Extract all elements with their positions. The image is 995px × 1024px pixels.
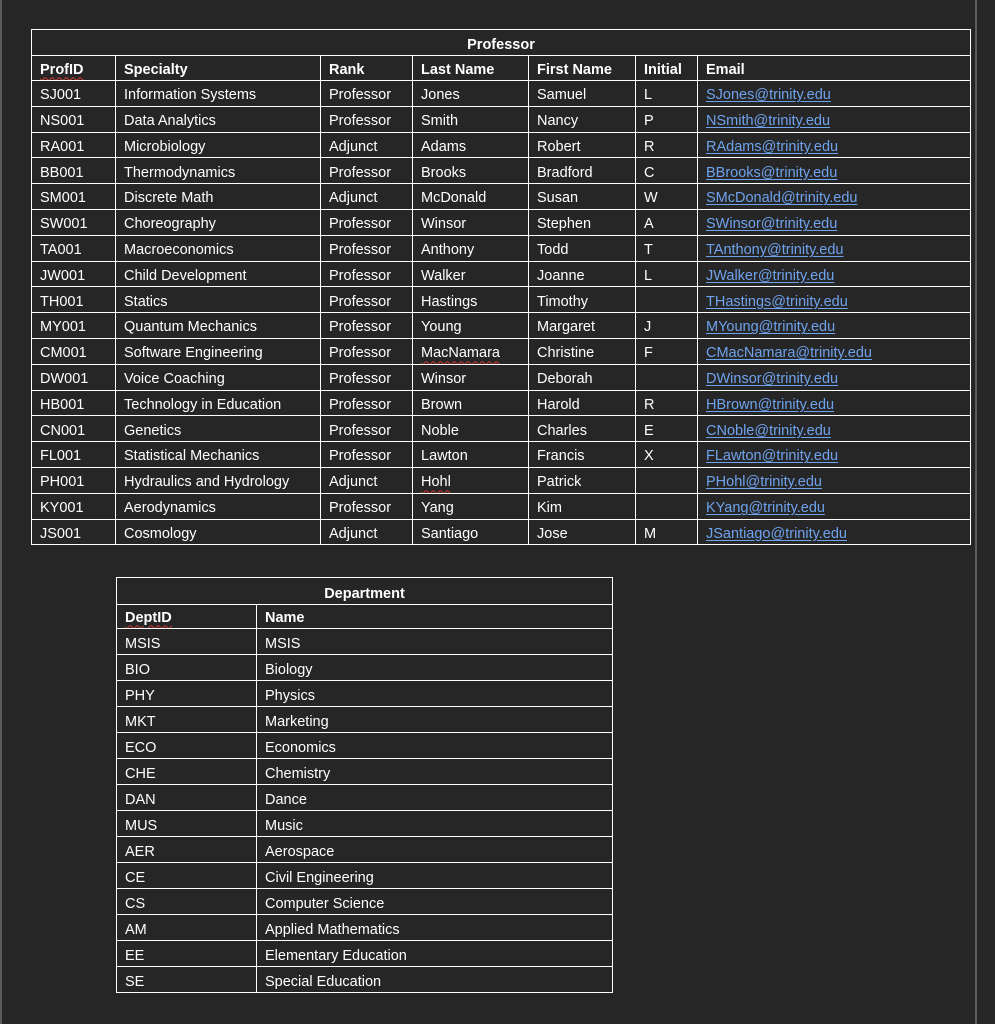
department-table <box>116 577 613 993</box>
cell-initial: R <box>636 390 698 416</box>
cell-first-name: Nancy <box>529 106 636 132</box>
cell-specialty: Thermodynamics <box>116 158 321 184</box>
cell-name: Applied Mathematics <box>257 915 613 941</box>
page-edge-left <box>0 0 2 1024</box>
cell-profid: PH001 <box>32 467 116 493</box>
cell-first-name: Charles <box>529 416 636 442</box>
column-header-specialty: Specialty <box>116 56 321 81</box>
cell-last-name: Jones <box>413 81 529 107</box>
cell-name: Civil Engineering <box>257 863 613 889</box>
cell-last-name: Brooks <box>413 158 529 184</box>
cell-email <box>698 416 971 442</box>
professor-header-row <box>32 56 971 81</box>
table-row <box>117 889 613 915</box>
cell-initial: F <box>636 338 698 364</box>
cell-last-name: Santiago <box>413 519 529 545</box>
cell-rank: Professor <box>321 364 413 390</box>
cell-email <box>698 313 971 339</box>
cell-specialty: Quantum Mechanics <box>116 313 321 339</box>
cell-last-name: Walker <box>413 261 529 287</box>
column-header-deptid: DeptID <box>117 605 257 629</box>
cell-rank: Professor <box>321 106 413 132</box>
cell-specialty: Voice Coaching <box>116 364 321 390</box>
cell-specialty: Discrete Math <box>116 184 321 210</box>
cell-profid: RA001 <box>32 132 116 158</box>
table-row <box>117 915 613 941</box>
cell-last-name: Yang <box>413 493 529 519</box>
cell-deptid: CS <box>117 889 257 915</box>
cell-profid: BB001 <box>32 158 116 184</box>
column-header-initial: Initial <box>636 56 698 81</box>
table-row <box>117 655 613 681</box>
cell-name: Special Education <box>257 967 613 993</box>
table-row <box>32 313 971 339</box>
cell-rank: Professor <box>321 235 413 261</box>
table-row <box>117 837 613 863</box>
cell-specialty: Microbiology <box>116 132 321 158</box>
cell-rank: Professor <box>321 493 413 519</box>
email-link[interactable]: KYang@trinity.edu <box>706 500 825 517</box>
cell-specialty: Hydraulics and Hydrology <box>116 467 321 493</box>
cell-profid: SJ001 <box>32 81 116 107</box>
cell-first-name: Francis <box>529 442 636 468</box>
cell-rank: Professor <box>321 416 413 442</box>
cell-last-name: Brown <box>413 390 529 416</box>
cell-deptid: SE <box>117 967 257 993</box>
cell-deptid: DAN <box>117 785 257 811</box>
cell-profid: NS001 <box>32 106 116 132</box>
cell-deptid: MUS <box>117 811 257 837</box>
email-link[interactable]: JWalker@trinity.edu <box>706 267 835 284</box>
cell-specialty: Child Development <box>116 261 321 287</box>
table-row <box>117 733 613 759</box>
table-row <box>32 364 971 390</box>
cell-email <box>698 158 971 184</box>
cell-deptid: BIO <box>117 655 257 681</box>
cell-deptid: AM <box>117 915 257 941</box>
cell-specialty: Statistical Mechanics <box>116 442 321 468</box>
cell-name: Physics <box>257 681 613 707</box>
table-row <box>32 158 971 184</box>
cell-email <box>698 106 971 132</box>
cell-rank: Professor <box>321 338 413 364</box>
table-row <box>32 184 971 210</box>
cell-initial <box>636 467 698 493</box>
cell-initial: X <box>636 442 698 468</box>
cell-rank: Professor <box>321 287 413 313</box>
cell-specialty: Information Systems <box>116 81 321 107</box>
email-link[interactable]: BBrooks@trinity.edu <box>706 164 838 181</box>
cell-deptid: MKT <box>117 707 257 733</box>
cell-specialty: Choreography <box>116 209 321 235</box>
cell-specialty: Software Engineering <box>116 338 321 364</box>
cell-initial <box>636 493 698 519</box>
cell-last-name: Smith <box>413 106 529 132</box>
cell-deptid: CHE <box>117 759 257 785</box>
cell-rank: Professor <box>321 158 413 184</box>
cell-name: Elementary Education <box>257 941 613 967</box>
cell-email <box>698 364 971 390</box>
cell-first-name: Jose <box>529 519 636 545</box>
email-link[interactable]: JSantiago@trinity.edu <box>706 525 847 542</box>
cell-rank: Professor <box>321 390 413 416</box>
email-link[interactable]: CMacNamara@trinity.edu <box>706 345 872 362</box>
cell-name: Marketing <box>257 707 613 733</box>
cell-name: Computer Science <box>257 889 613 915</box>
cell-profid: CN001 <box>32 416 116 442</box>
cell-last-name: Young <box>413 313 529 339</box>
email-link[interactable]: PHohl@trinity.edu <box>706 474 822 491</box>
cell-specialty: Macroeconomics <box>116 235 321 261</box>
department-table-title: Department <box>117 578 613 605</box>
table-row <box>32 493 971 519</box>
cell-first-name: Margaret <box>529 313 636 339</box>
email-link[interactable]: THastings@trinity.edu <box>706 293 848 310</box>
table-row <box>117 681 613 707</box>
cell-initial <box>636 364 698 390</box>
table-row <box>117 629 613 655</box>
table-row <box>117 707 613 733</box>
column-header-first-name: First Name <box>529 56 636 81</box>
cell-email <box>698 81 971 107</box>
professor-table <box>31 29 971 545</box>
cell-first-name: Susan <box>529 184 636 210</box>
cell-email <box>698 467 971 493</box>
cell-deptid: MSIS <box>117 629 257 655</box>
cell-rank: Professor <box>321 81 413 107</box>
cell-name: Biology <box>257 655 613 681</box>
cell-initial: W <box>636 184 698 210</box>
cell-first-name: Joanne <box>529 261 636 287</box>
cell-last-name: Hastings <box>413 287 529 313</box>
table-row <box>32 467 971 493</box>
column-header-name: Name <box>257 605 613 629</box>
table-row <box>32 442 971 468</box>
cell-initial: M <box>636 519 698 545</box>
cell-profid: JS001 <box>32 519 116 545</box>
cell-profid: SW001 <box>32 209 116 235</box>
cell-rank: Professor <box>321 209 413 235</box>
cell-first-name: Robert <box>529 132 636 158</box>
cell-rank: Adjunct <box>321 132 413 158</box>
column-header-rank: Rank <box>321 56 413 81</box>
cell-profid: SM001 <box>32 184 116 210</box>
email-link[interactable]: SJones@trinity.edu <box>706 87 831 104</box>
cell-profid: CM001 <box>32 338 116 364</box>
column-header-profid: ProfID <box>32 56 116 81</box>
cell-email <box>698 287 971 313</box>
cell-rank: Professor <box>321 261 413 287</box>
email-link[interactable]: HBrown@trinity.edu <box>706 396 835 413</box>
cell-specialty: Aerodynamics <box>116 493 321 519</box>
cell-name: Economics <box>257 733 613 759</box>
cell-initial: L <box>636 261 698 287</box>
table-row <box>117 941 613 967</box>
cell-specialty: Genetics <box>116 416 321 442</box>
cell-deptid: ECO <box>117 733 257 759</box>
cell-email <box>698 338 971 364</box>
cell-profid: FL001 <box>32 442 116 468</box>
table-row <box>32 261 971 287</box>
table-row <box>32 235 971 261</box>
email-link[interactable]: NSmith@trinity.edu <box>706 113 831 130</box>
cell-email <box>698 442 971 468</box>
cell-first-name: Christine <box>529 338 636 364</box>
cell-first-name: Todd <box>529 235 636 261</box>
email-link[interactable]: MYoung@trinity.edu <box>706 319 836 336</box>
cell-rank: Adjunct <box>321 467 413 493</box>
cell-initial: J <box>636 313 698 339</box>
cell-specialty: Data Analytics <box>116 106 321 132</box>
cell-deptid: AER <box>117 837 257 863</box>
table-row <box>32 519 971 545</box>
cell-initial: P <box>636 106 698 132</box>
cell-profid: KY001 <box>32 493 116 519</box>
cell-deptid: PHY <box>117 681 257 707</box>
cell-email <box>698 493 971 519</box>
email-link[interactable]: SWinsor@trinity.edu <box>706 216 838 233</box>
table-row <box>32 81 971 107</box>
email-link[interactable]: CNoble@trinity.edu <box>706 422 831 439</box>
cell-deptid: CE <box>117 863 257 889</box>
cell-initial: E <box>636 416 698 442</box>
cell-specialty: Statics <box>116 287 321 313</box>
cell-rank: Professor <box>321 442 413 468</box>
column-header-last-name: Last Name <box>413 56 529 81</box>
cell-last-name: McDonald <box>413 184 529 210</box>
cell-initial <box>636 287 698 313</box>
table-row <box>32 106 971 132</box>
cell-last-name: Anthony <box>413 235 529 261</box>
cell-rank: Adjunct <box>321 519 413 545</box>
table-row <box>117 785 613 811</box>
cell-last-name: Winsor <box>413 364 529 390</box>
cell-email <box>698 209 971 235</box>
cell-initial: R <box>636 132 698 158</box>
cell-last-name: Winsor <box>413 209 529 235</box>
cell-profid: TA001 <box>32 235 116 261</box>
cell-profid: DW001 <box>32 364 116 390</box>
department-header-row <box>117 605 613 629</box>
cell-name: Aerospace <box>257 837 613 863</box>
cell-first-name: Stephen <box>529 209 636 235</box>
cell-initial: A <box>636 209 698 235</box>
cell-profid: MY001 <box>32 313 116 339</box>
table-row <box>32 132 971 158</box>
cell-profid: JW001 <box>32 261 116 287</box>
cell-name: Chemistry <box>257 759 613 785</box>
column-header-email: Email <box>698 56 971 81</box>
cell-last-name: Lawton <box>413 442 529 468</box>
cell-last-name: Hohl <box>413 467 529 493</box>
cell-name: Music <box>257 811 613 837</box>
cell-last-name: MacNamara <box>413 338 529 364</box>
cell-email <box>698 519 971 545</box>
cell-name: MSIS <box>257 629 613 655</box>
email-link[interactable]: TAnthony@trinity.edu <box>706 242 844 259</box>
cell-email <box>698 390 971 416</box>
cell-initial: C <box>636 158 698 184</box>
email-link[interactable]: DWinsor@trinity.edu <box>706 371 839 388</box>
table-row <box>32 209 971 235</box>
cell-profid: TH001 <box>32 287 116 313</box>
cell-last-name: Adams <box>413 132 529 158</box>
cell-rank: Adjunct <box>321 184 413 210</box>
table-row <box>117 811 613 837</box>
table-row <box>32 416 971 442</box>
cell-first-name: Timothy <box>529 287 636 313</box>
email-link[interactable]: FLawton@trinity.edu <box>706 448 839 465</box>
cell-email <box>698 132 971 158</box>
cell-last-name: Noble <box>413 416 529 442</box>
cell-first-name: Harold <box>529 390 636 416</box>
cell-first-name: Kim <box>529 493 636 519</box>
cell-email <box>698 235 971 261</box>
email-link[interactable]: SMcDonald@trinity.edu <box>706 190 858 207</box>
cell-first-name: Bradford <box>529 158 636 184</box>
table-row <box>32 338 971 364</box>
cell-specialty: Cosmology <box>116 519 321 545</box>
table-row <box>32 390 971 416</box>
cell-profid: HB001 <box>32 390 116 416</box>
table-row <box>117 863 613 889</box>
cell-initial: T <box>636 235 698 261</box>
cell-rank: Professor <box>321 313 413 339</box>
cell-first-name: Patrick <box>529 467 636 493</box>
email-link[interactable]: RAdams@trinity.edu <box>706 138 839 155</box>
cell-first-name: Deborah <box>529 364 636 390</box>
page-edge-right <box>975 0 977 1024</box>
cell-email <box>698 184 971 210</box>
cell-initial: L <box>636 81 698 107</box>
cell-email <box>698 261 971 287</box>
table-row <box>32 287 971 313</box>
cell-deptid: EE <box>117 941 257 967</box>
cell-first-name: Samuel <box>529 81 636 107</box>
cell-specialty: Technology in Education <box>116 390 321 416</box>
table-row <box>117 759 613 785</box>
table-row <box>117 967 613 993</box>
cell-name: Dance <box>257 785 613 811</box>
professor-table-title: Professor <box>32 30 971 56</box>
